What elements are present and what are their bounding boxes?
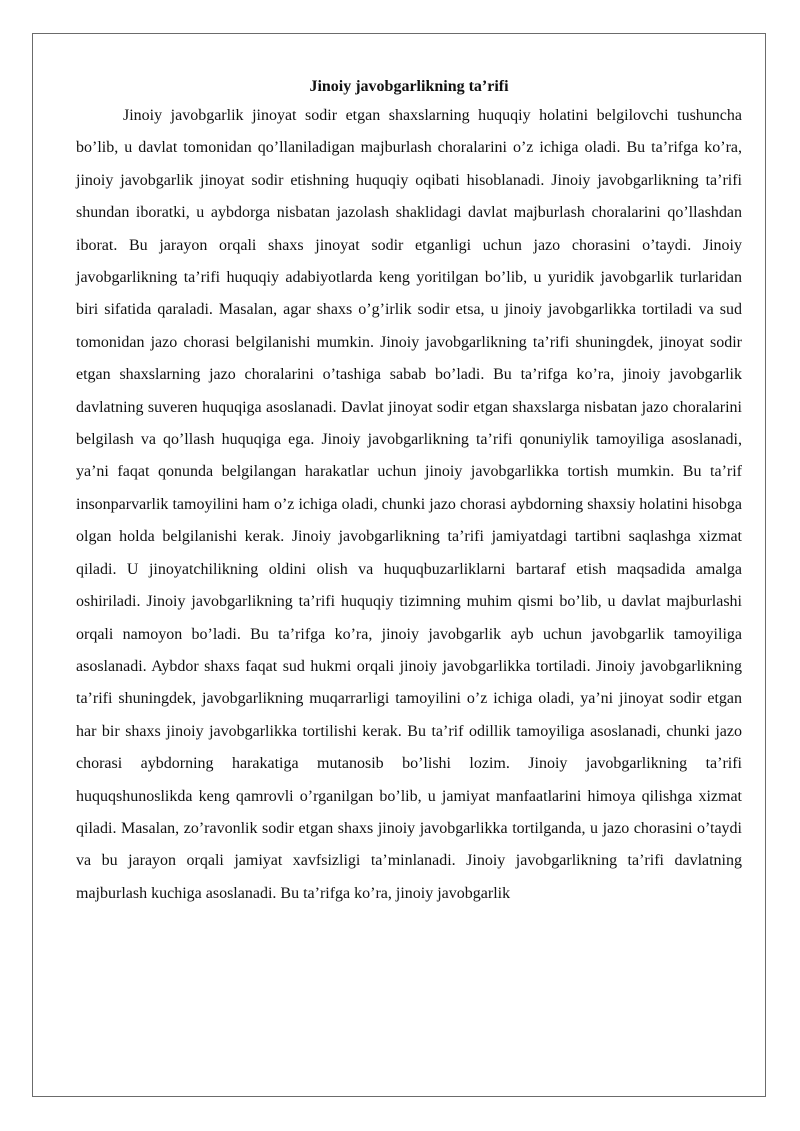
document-content <box>76 74 742 910</box>
document-body-paragraph: Jinoiy javobgarlik jinoyat sodir etgan shaxslarning huquqiy holatini belgilovchi tushuncha bo’lib, u davlat tomonidan qo’llaniladigan majburlash choralarini o’z ichiga oladi. Bu ta’rifga ko’ra, jinoiy javobgarlik jinoyat sodir etishning huquqiy oqibati hisoblanadi. Jinoiy javobgarlikning ta’rifi shundan iboratki, u aybdorga nisbatan jazolash shaklidagi davlat majburlash choralarini qo’llashdan iborat. Bu jarayon orqali shaxs jinoyat sodir etganligi uchun jazo chorasini o’taydi. Jinoiy javobgarlikning ta’rifi huquqiy adabiyotlarda keng yoritilgan bo’lib, u yuridik javobgarlik turlaridan biri sifatida qaraladi. Masalan, agar shaxs o’g’irlik sodir etsa, u jinoiy javobgarlikka tortiladi va sud tomonidan jazo chorasi belgilanishi mumkin. Jinoiy javobgarlikning ta’rifi shuningdek, jinoyat sodir etgan shaxslarning jazo choralarini o’tashiga sabab bo’ladi. Bu ta’rifga ko’ra, jinoiy javobgarlik davlatning suveren huquqiga asoslanadi. Davlat jinoyat sodir etgan shaxslarga nisbatan jazo choralarini belgilash va qo’llash huquqiga ega. Jinoiy javobgarlikning ta’rifi qonuniylik tamoyiliga asoslanadi, ya’ni faqat qonunda belgilangan harakatlar uchun jinoiy javobgarlikka tortish mumkin. Bu ta’rif insonparvarlik tamoyilini ham o’z ichiga oladi, chunki jazo chorasi aybdorning shaxsiy holatini hisobga olgan holda belgilanishi kerak. Jinoiy javobgarlikning ta’rifi jamiyatdagi tartibni saqlashga xizmat qiladi. U jinoyatchilikning oldini olish va huquqbuzarliklarni bartaraf etish maqsadida amalga oshiriladi. Jinoiy javobgarlikning ta’rifi huquqiy tizimning muhim qismi bo’lib, u davlat majburlashi orqali namoyon bo’ladi. Bu ta’rifga ko’ra, jinoiy javobgarlik ayb uchun javobgarlik tamoyiliga asoslanadi. Aybdor shaxs faqat sud hukmi orqali jinoiy javobgarlikka tortiladi. Jinoiy javobgarlikning ta’rifi shuningdek, javobgarlikning muqarrarligi tamoyilini o’z ichiga oladi, ya’ni jinoyat sodir etgan har bir shaxs jinoiy javobgarlikka tortilishi kerak. Bu ta’rif odillik tamoyiliga asoslanadi, chunki jazo chorasi aybdorning harakatiga mutanosib bo’lishi lozim. Jinoiy javobgarlikning ta’rifi huquqshunoslikda keng qamrovli o’rganilgan bo’lib, u jamiyat manfaatlarini himoya qilishga xizmat qiladi. Masalan, zo’ravonlik sodir etgan shaxs jinoiy javobgarlikka tortilganda, u jazo chorasini o’taydi va bu jarayon orqali jamiyat xavfsizligi ta’minlanadi. Jinoiy javobgarlikning ta’rifi davlatning majburlash kuchiga asoslanadi. Bu ta’rifga ko’ra, jinoiy javobgarlik <box>76 107 742 902</box>
document-title: Jinoiy javobgarlikning ta’rifi <box>309 78 509 95</box>
